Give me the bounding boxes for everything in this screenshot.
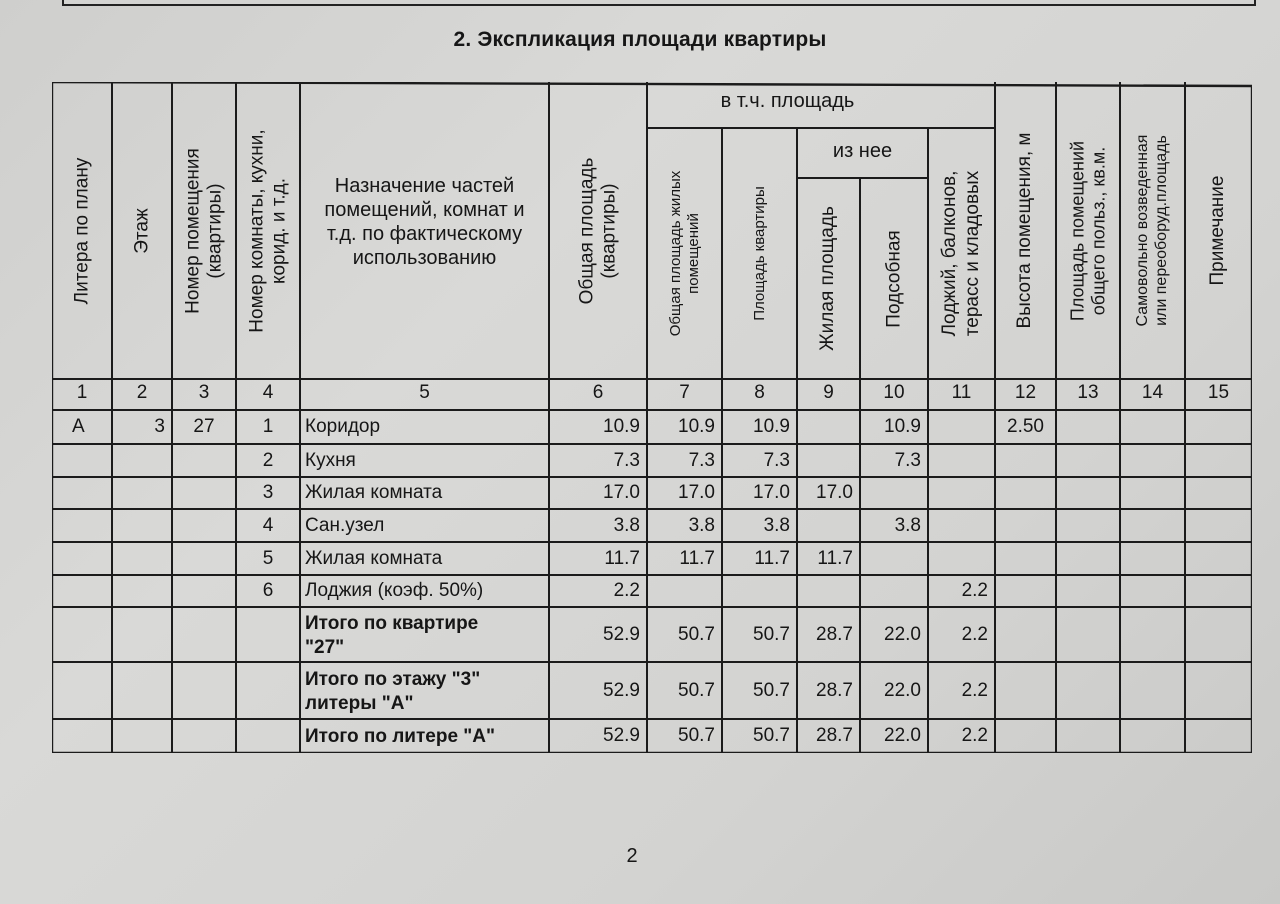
total-aux: 22.0 [884,679,921,701]
header-col4: Номер комнаты, кухни, корид. и т.д. [245,128,289,333]
header-col15: Примечание [1207,175,1229,286]
cell-total: 10.9 [603,416,640,437]
cell-aux: 3.8 [894,514,921,536]
total-total: 52.9 [603,623,640,645]
cell-purpose: Сан.узел [305,514,385,536]
header-col3: Номер помещения (квартиры) [181,147,225,314]
cell-living_total: 7.3 [688,449,715,471]
cell-total: 17.0 [603,482,640,503]
total-apt_area: 50.7 [753,679,790,701]
header-col13: Площадь помещений общего польз., кв.м. [1066,140,1108,321]
cell-purpose: Жилая комната [305,547,443,569]
header-col6: Общая площадь (квартиры) [575,157,619,304]
header-col2: Этаж [130,207,152,254]
page-number: 2 [626,845,638,867]
cell-room: 6 [262,580,274,601]
total-apt_area: 50.7 [753,725,790,746]
column-number: 15 [1207,382,1230,403]
header-col11: Лоджий, балконов, терасс и кладовых [939,170,983,337]
cell-total: 3.8 [613,514,640,536]
cell-apt_area: 11.7 [754,547,790,569]
cell-total: 11.7 [604,547,640,569]
column-number: 11 [951,382,972,403]
total-apt_area: 50.7 [753,623,790,645]
cell-room: 4 [262,514,274,536]
header-col14: Самовольно возведенная или переоборуд.площадь [1133,134,1170,327]
total-living: 28.7 [816,623,853,645]
header-group-iznee: из нее [832,140,893,162]
column-number: 2 [136,382,148,403]
header-col10: Подсобная [882,229,904,328]
total-label: Итого по квартире "27" [305,612,479,658]
total-total: 52.9 [603,679,640,701]
header-col7: Общая площадь жилых помещений [666,170,702,337]
column-number: 14 [1141,382,1164,403]
cell-litera: А [72,416,85,437]
cell-purpose: Кухня [305,449,356,471]
cell-aux: 10.9 [884,416,921,437]
header-col8: Площадь квартиры [750,186,768,321]
cell-apt_area: 3.8 [763,514,790,536]
cell-floor: 3 [154,416,165,437]
cell-room: 3 [262,482,274,503]
cell-room: 2 [262,449,274,471]
total-loggia: 2.2 [961,679,988,701]
header-col5: Назначение частей помещений, комнат и т.д. по фактическому использованию [324,175,525,269]
column-number: 1 [76,382,88,403]
total-living_total: 50.7 [678,679,715,701]
cell-height: 2.50 [1007,416,1044,437]
column-number: 7 [679,382,690,403]
column-number: 9 [823,382,834,403]
total-living_total: 50.7 [678,725,715,746]
cell-total: 2.2 [613,580,640,601]
header-col9: Жилая площадь [817,206,839,351]
total-label: Итого по литере "А" [305,726,496,747]
total-label: Итого по этажу "3" литеры "А" [305,668,481,714]
column-number: 4 [262,382,274,403]
column-number: 12 [1014,382,1037,403]
total-living_total: 50.7 [678,623,715,645]
column-number: 10 [883,382,905,403]
cell-apt_area: 7.3 [763,449,790,471]
cell-loggia: 2.2 [961,580,988,601]
header-group-vtch: в т.ч. площадь [720,90,855,112]
cell-apt_area: 17.0 [753,482,790,503]
cell-living: 11.7 [817,547,853,569]
total-loggia: 2.2 [961,725,988,746]
total-living: 28.7 [816,725,853,746]
total-loggia: 2.2 [961,623,988,645]
column-number: 6 [592,382,604,403]
cell-apt_area: 10.9 [753,416,790,437]
cell-room: 1 [262,416,274,437]
explication-table [52,82,1252,753]
cell-purpose: Лоджия (коэф. 50%) [305,580,484,601]
total-aux: 22.0 [884,623,921,645]
cell-living_total: 17.0 [678,482,715,503]
top-frame-edge [62,0,1256,6]
header-col12: Высота помещения, м [1014,132,1036,329]
column-number: 3 [198,382,210,403]
total-total: 52.9 [603,725,640,746]
cell-total: 7.3 [613,449,640,471]
cell-living: 17.0 [816,482,853,503]
cell-living_total: 10.9 [678,416,715,437]
column-number: 13 [1077,382,1099,403]
column-number: 5 [419,382,430,403]
total-aux: 22.0 [884,725,921,746]
total-living: 28.7 [816,679,853,701]
cell-living_total: 3.8 [688,514,715,536]
cell-room: 5 [262,547,274,569]
cell-living_total: 11.7 [679,547,715,569]
cell-apt: 27 [193,416,215,437]
cell-purpose: Жилая комната [305,482,443,503]
page-title: 2. Экспликация площади квартиры [453,28,827,51]
column-number: 8 [754,382,765,403]
cell-purpose: Коридор [305,416,381,437]
header-col1: Литера по плану [70,157,92,304]
cell-aux: 7.3 [894,449,921,471]
